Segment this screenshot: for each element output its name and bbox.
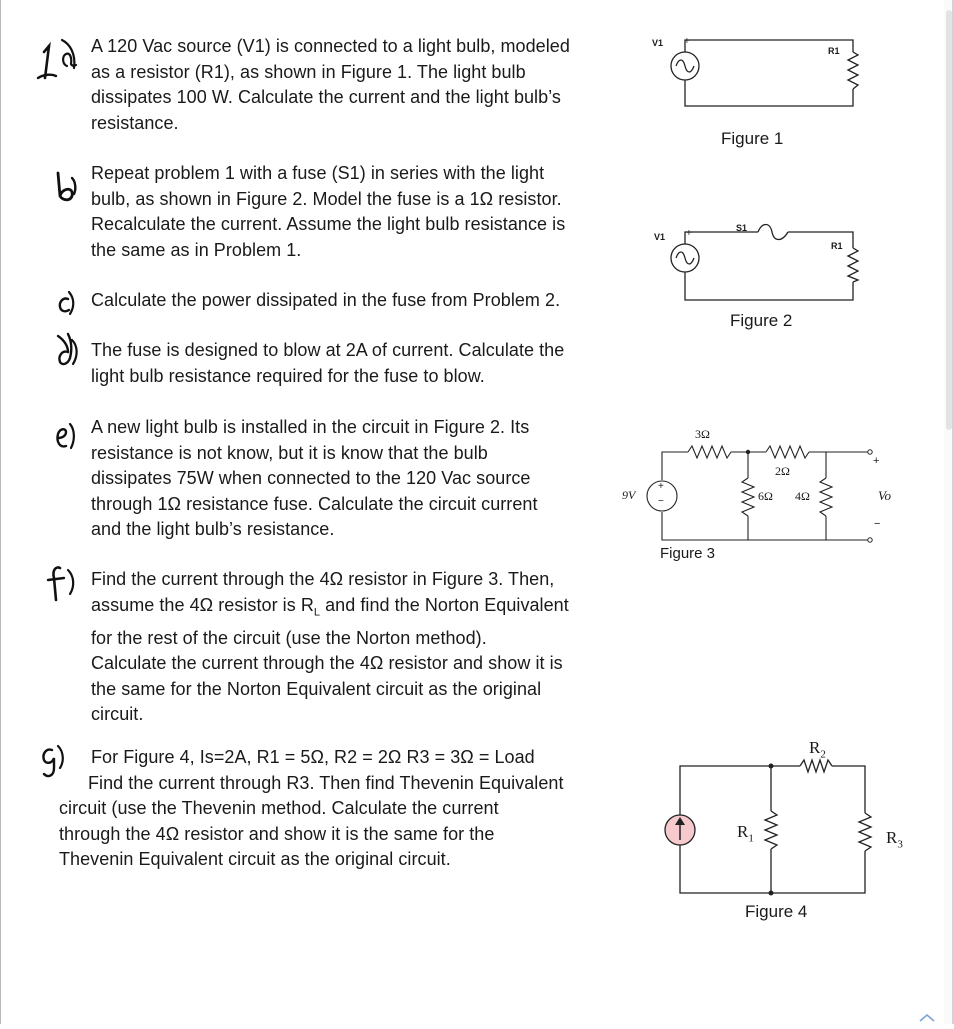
handwritten-marker-b	[52, 170, 80, 209]
text-line: light bulb resistance required for the fuse to blow.	[91, 365, 485, 386]
fig2-resistor	[848, 248, 858, 282]
text-line: the same as in Problem 1.	[91, 239, 302, 260]
fig3-r-6ohm-label: 6Ω	[758, 489, 773, 503]
text-line: dissipates 75W when connected to the 120 Vac source	[91, 468, 531, 488]
fig1-sine	[676, 60, 694, 72]
fig4-resistor-r2	[800, 760, 832, 772]
handwritten-marker-d	[54, 332, 82, 375]
text-line: through 1Ω resistance fuse. Calculate the circuit current	[91, 493, 538, 514]
text-line: Recalculate the current. Assume the light bulb resistance is	[91, 214, 566, 234]
fig3-source-label: 9V	[622, 488, 636, 502]
fig4-r1-sub: 1	[748, 832, 754, 845]
text-line: resistance is not know, but it is know that the bulb	[91, 442, 488, 463]
text-line: Find the current through the 4Ω resistor in Figure 3. Then,	[91, 569, 555, 589]
problem-c-text	[91, 288, 560, 314]
fig4-current-arrowhead	[675, 817, 685, 825]
fig4-r3-label	[886, 828, 903, 850]
text-line: and the light bulb’s resistance.	[91, 519, 335, 539]
fig4-wire	[680, 766, 800, 815]
fig3-r-2ohm-label: 2Ω	[775, 464, 790, 478]
fig3-source-plus: +	[658, 481, 664, 492]
fig2-switch-label: S1	[736, 223, 748, 233]
fig2-fuse-switch	[758, 225, 788, 240]
problem-f-text	[91, 567, 569, 728]
text-line: as a resistor (R1), as shown in Figure 1. The light bulb	[91, 61, 526, 82]
fig4-node-dot	[769, 891, 774, 896]
text-line: Calculate the power dissipated in the fuse from Problem 2.	[91, 290, 561, 310]
fig3-r-3ohm-label: 3Ω	[695, 427, 710, 441]
fig3-r-4ohm-label: 4Ω	[795, 489, 810, 503]
fig2-plus-sign: +	[686, 228, 692, 239]
fig3-resistor-2ohm	[766, 446, 809, 458]
figure-3-caption: Figure 3	[660, 545, 716, 562]
fig2-source-label: V1	[654, 232, 666, 242]
fig4-r3-letter: R	[886, 828, 898, 847]
handwritten-marker-c	[54, 288, 78, 323]
scroll-up-arrow-icon[interactable]	[917, 1009, 937, 1024]
text-line: Calculate the current through the 4Ω resistor and show it is	[91, 653, 563, 674]
problem-e-text	[91, 415, 538, 543]
figure-1-caption: Figure 1	[721, 129, 784, 148]
fig2-ac-source-icon	[671, 244, 699, 272]
text-line: bulb, as shown in Figure 2. Model the fuse is a 1Ω resistor.	[91, 188, 562, 209]
text-line: For Figure 4, Is=2A, R1 = 5Ω, R2 = 2Ω R3 = 3Ω = Load	[91, 747, 535, 767]
fig1-resistor	[848, 52, 858, 89]
fig3-output-label: Vo	[878, 488, 891, 503]
text-line: circuit.	[91, 704, 144, 725]
text-line: through the 4Ω resistor and show it is the same for the	[59, 823, 495, 844]
text-segment: and find the Norton Equivalent	[320, 594, 569, 615]
text-line	[91, 593, 569, 626]
problem-b-text	[91, 161, 565, 263]
fig3-resistor-4ohm	[820, 478, 832, 516]
fig4-node-dot	[769, 764, 774, 769]
problem-d-text	[91, 338, 564, 389]
fig3-resistor-3ohm	[688, 446, 731, 458]
problem-g-text	[59, 745, 564, 873]
fig3-wire	[662, 512, 868, 540]
text-line: Thevenin Equivalent circuit as the original circuit.	[59, 849, 451, 869]
fig1-resistor-label: R1	[828, 46, 840, 56]
fig3-wire	[662, 452, 688, 480]
fig4-r2-sub: 2	[820, 748, 826, 761]
page-left-border	[0, 0, 1, 1024]
text-line: resistance.	[91, 112, 179, 133]
text-line: A new light bulb is installed in the circuit in Figure 2. Its	[91, 417, 530, 437]
text-line: dissipates 100 W. Calculate the current and the light bulb’s	[91, 87, 561, 107]
problem-a-text	[91, 34, 570, 136]
fig4-wire	[832, 766, 865, 813]
text-line: the same for the Norton Equivalent circuit as the original	[91, 678, 542, 699]
fig4-resistor-r3	[859, 813, 871, 851]
text-line: Find the current through R3. Then find Thevenin Equivalent	[88, 772, 564, 793]
fig4-wire	[680, 845, 865, 893]
subscript-l: L	[313, 606, 321, 619]
fig3-output-terminal	[868, 538, 872, 542]
fig4-r1-letter: R	[737, 822, 749, 841]
text-line: The fuse is designed to blow at 2A of current. Calculate the	[91, 340, 565, 360]
fig3-source-minus: −	[658, 496, 664, 507]
handwritten-marker-f	[44, 564, 80, 609]
fig4-r2-label	[809, 738, 826, 760]
figure-4-caption: Figure 4	[745, 902, 808, 921]
fig2-resistor-label: R1	[831, 241, 843, 251]
fig1-ac-source-icon	[671, 52, 699, 80]
fig2-wire	[788, 232, 853, 248]
fig4-current-source-icon	[665, 815, 695, 845]
handwritten-marker-1a	[36, 38, 88, 89]
fig3-output-minus: −	[874, 518, 881, 530]
fig1-wire	[685, 80, 853, 106]
fig4-r2-letter: R	[809, 738, 821, 757]
text-line: for the rest of the circuit (use the Norton method).	[91, 627, 487, 648]
fig1-source-label: V1	[652, 38, 664, 48]
fig1-plus-sign: +	[684, 36, 690, 47]
text-line: circuit (use the Thevenin method. Calculate the current	[59, 798, 499, 818]
fig3-output-terminal	[868, 450, 872, 454]
text-segment: assume the 4Ω resistor is R	[91, 594, 314, 615]
fig4-resistor-r1	[765, 811, 777, 849]
fig3-node-dot	[746, 450, 750, 454]
fig2-wire	[685, 272, 853, 300]
text-line: Repeat problem 1 with a fuse (S1) in series with the light	[91, 163, 545, 183]
figure-2-caption: Figure 2	[730, 311, 793, 330]
text-line: A 120 Vac source (V1) is connected to a light bulb, modeled	[91, 36, 570, 56]
fig3-output-plus: +	[873, 455, 880, 467]
fig4-r1-label	[737, 822, 754, 844]
fig2-sine	[676, 252, 694, 264]
fig4-r3-sub: 3	[897, 838, 903, 851]
fig2-wire	[685, 232, 758, 244]
fig3-resistor-6ohm	[742, 478, 754, 516]
handwritten-marker-e	[52, 420, 78, 459]
